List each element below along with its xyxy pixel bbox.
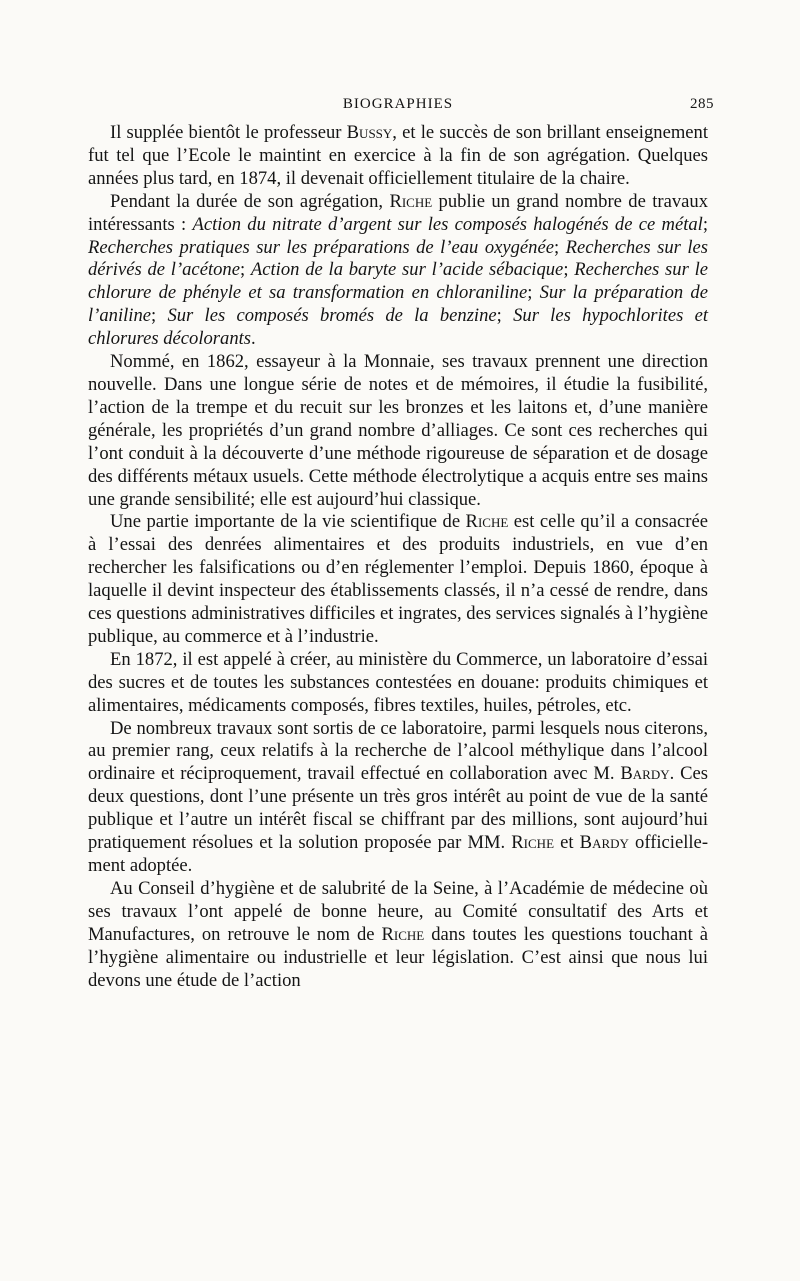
work-title: Recherches sur le chlorure de phényle et sa transformation en chloraniline: [88, 259, 708, 304]
paragraph-1: Il supplée bientôt le professeur Bussy, et le succès de son brillant enseignement fut tel que l’Ecole le maintint en exercice à la fin de son agrégation. Quelques années plus tard, en 1874, il devenait officiellement titulaire de la chaire.: [88, 122, 708, 189]
book-page: [88, 96, 714, 992]
work-title: Sur les composés bromés de la benzine: [167, 305, 497, 327]
name-bardy: Bardy: [620, 763, 670, 785]
work-title: Action du nitrate d’argent sur les composés halogénés de ce métal: [192, 213, 703, 235]
name-riche: Riche: [511, 832, 555, 854]
name-bardy: Bardy: [579, 832, 629, 854]
name-riche: Riche: [381, 923, 425, 945]
running-title: BIOGRAPHIES: [342, 96, 454, 112]
name-riche: Riche: [465, 511, 509, 533]
work-title: Action de la baryte sur l’acide sébacique: [250, 259, 564, 281]
name-riche: Riche: [389, 190, 433, 212]
paragraph-6: De nombreux travaux sont sortis de ce laboratoire, parmi lesquels nous citerons, au premier rang, ceux relatifs à la recherche de l’alcool méthylique dans l’alcool ordinaire et réciproquement, travail effectué en collaboration avec M. Bardy. Ces deux questions, dont l’une présente un très gros intérêt au point de vue de la santé publique et l’autre un intérêt fiscal se chiffrant par des millions, sont aujourd’hui pratiquement résolues et la solution proposée par MM. Riche et Bardy officiellement adoptée.: [88, 717, 709, 876]
paragraph-3: Nommé, en 1862, essayeur à la Monnaie, ses travaux prennent une direction nouvelle. Dans une longue série de notes et de mémoires, il étudie la fusibilité, l’action de la trempe et du recuit sur les bronzes et les laitons et, d’une manière générale, les propriétés d’un grand nombre d’alliages. Ce sont ces recherches qui l’ont conduit à la découverte d’une méthode rigoureuse de séparation et de dosage des différents métaux usuels. Cette méthode électrolytique a acquis entre ses mains une grande sensibilité; elle est aujourd’hui classique.: [88, 351, 708, 510]
paragraph-5: En 1872, il est appelé à créer, au ministère du Commerce, un laboratoire d’essai des sucres et de toutes les substances contestées en douane: produits chimiques et alimentaires, médicaments composés, fibres textiles, huiles, pétroles, etc.: [88, 648, 708, 716]
paragraph-7: Au Conseil d’hygiène et de salubrité de la Seine, à l’Académie de médecine où ses travaux l’ont appelé de bonne heure, au Comité consultatif des Arts et Manufactures, on retrouve le nom de Riche dans toutes les questions touchant à l’hygiène alimentaire ou industrielle et leur législation. C’est ainsi que nous lui devons une étude de l’action: [88, 877, 708, 991]
work-title: Sur la préparation de l’aniline: [88, 282, 708, 327]
page-number: 285: [690, 96, 714, 112]
paragraph-2: Pendant la durée de son agrégation, Riche publie un grand nombre de travaux intéressants : Action du nitrate d’argent sur les composés halogénés de ce métal; Recherches pratiques sur les préparations de l’eau oxygénée; Recherches sur les dérivés de l’acétone; Action de la baryte sur l’acide sébacique; Recherches sur le chlorure de phényle et sa transformation en chloraniline; Sur la préparation de l’aniline; Sur les composés bromés de la benzine; Sur les hypochlorites et chlorures décolorants.: [88, 190, 709, 350]
work-title: Recherches sur les dérivés de l’acétone: [88, 236, 709, 281]
page-header: [88, 96, 714, 116]
work-title: Sur les hypochlorites et chlorures décolorants: [88, 305, 708, 350]
work-title: Recherches pratiques sur les préparations de l’eau oxygénée: [88, 236, 554, 258]
paragraph-4: Une partie importante de la vie scientifique de Riche est celle qu’il a consacrée à l’essai des denrées alimentaires et des produits industriels, en vue d’en rechercher les falsifications ou d’en réglementer l’emploi. Depuis 1860, époque à laquelle il devint inspecteur des établissements classés, il n’a cessé de rendre, dans ces questions administratives difficiles et ingrates, des services signalés à l’hygiène publique, au commerce et à l’industrie.: [88, 511, 708, 647]
name-bussy: Bussy: [346, 122, 393, 143]
